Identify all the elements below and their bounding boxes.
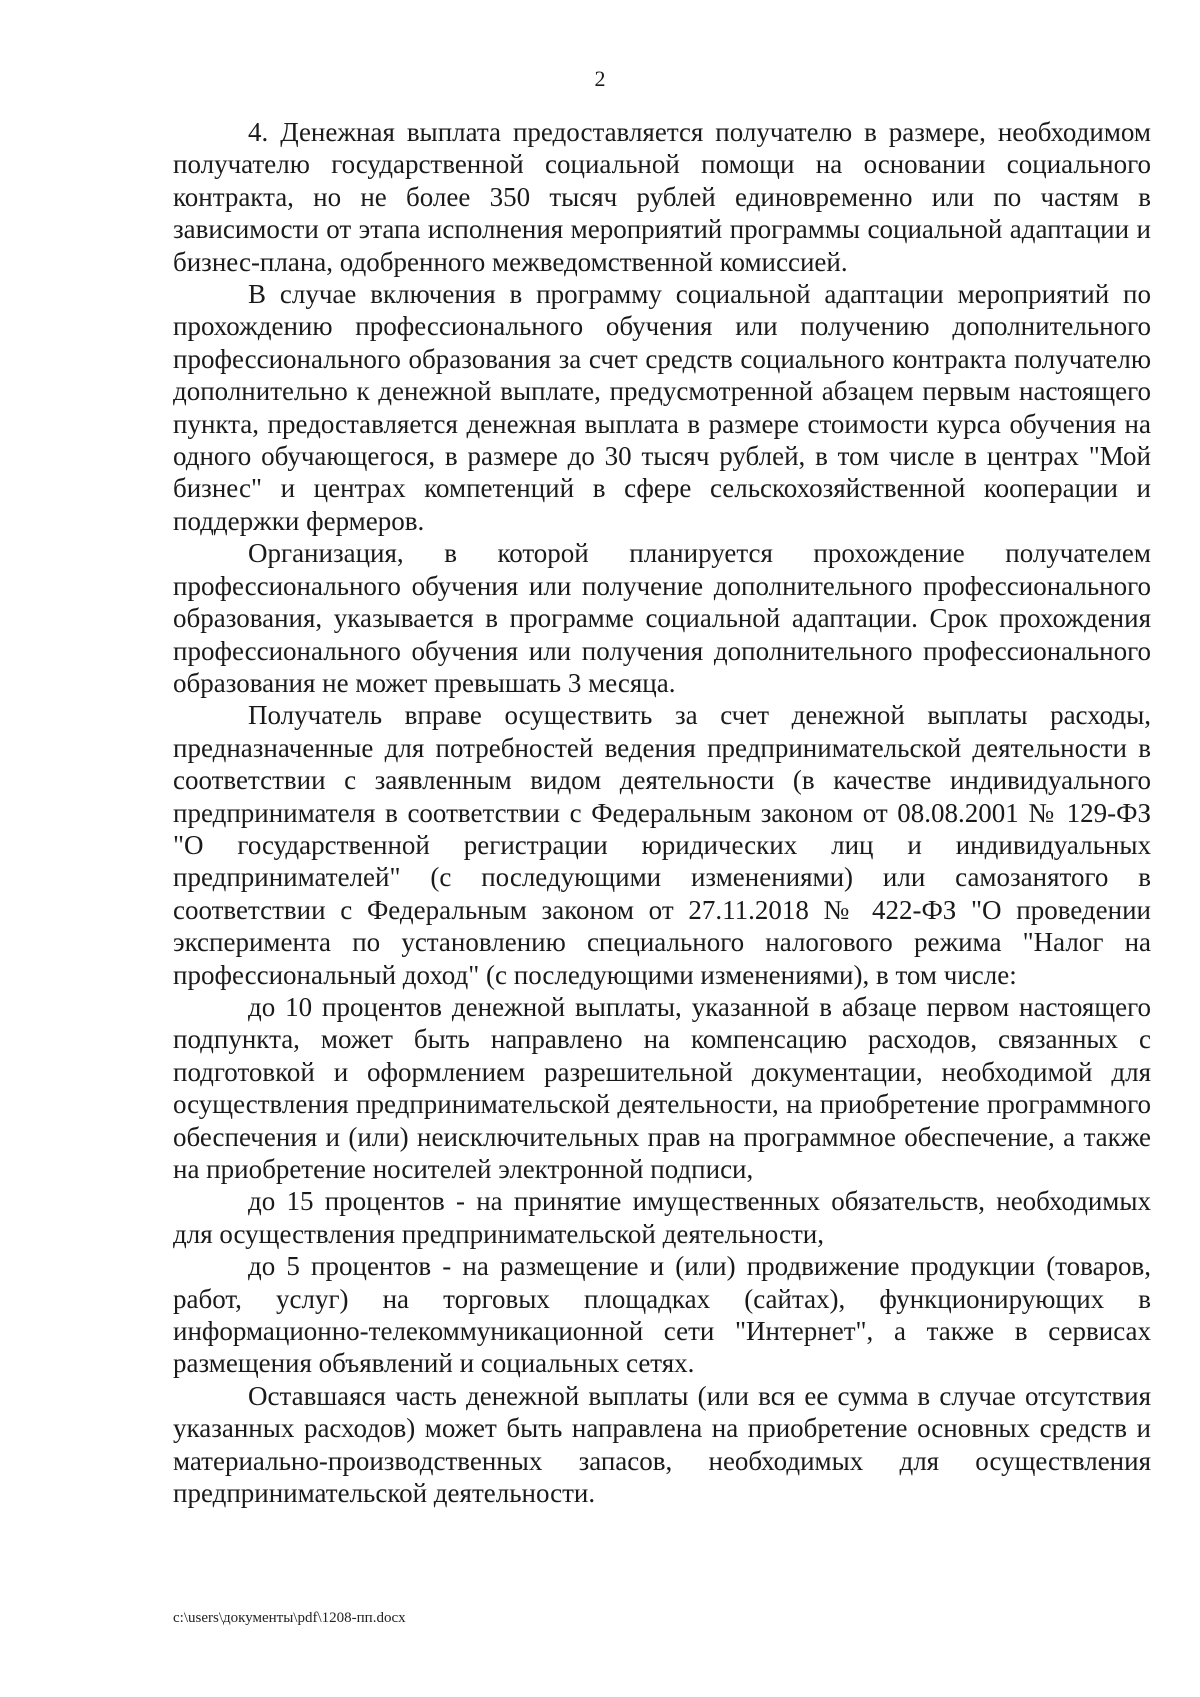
paragraph-training-organization: Организация, в которой планируется прохождение получателем профессионального обучения или получение дополнительного профессионального образования, указывается в программе социальной адаптации. Срок прохождения профессионального обучения или получения дополнительного профессионального образования не может превышать 3 месяца.	[173, 538, 1151, 698]
document-body	[173, 116, 1151, 1509]
footer-file-path: c:\users\документы\pdf\1208-пп.docx	[173, 1610, 406, 1626]
paragraph-expense-15-percent: до 15 процентов - на принятие имущественных обязательств, необходимых для осуществления предпринимательской деятельности,	[173, 1186, 1151, 1249]
paragraph-remaining-payment: Оставшаяся часть денежной выплаты (или вся ее сумма в случае отсутствия указанных расходов) может быть направлена на приобретение основных средств и материально-производственных запасов, необходимых для осуществления предпринимательской деятельности.	[173, 1380, 1151, 1509]
paragraph-cash-payment-amount: 4. Денежная выплата предоставляется получателю в размере, необходимом получателю государственной социальной помощи на основании социального контракта, но не более 350 тысяч рублей единовременно или по частям в зависимости от этапа исполнения мероприятий программы социальной адаптации и бизнес-плана, одобренного межведомственной комиссией.	[173, 117, 1151, 277]
paragraph-expense-5-percent: до 5 процентов - на размещение и (или) продвижение продукции (товаров, работ, услуг) на торговых площадках (сайтах), функционирующих в информационно-телекоммуникационной сети "Интернет", а также в сервисах размещения объявлений и социальных сетях.	[173, 1251, 1151, 1379]
paragraph-expense-10-percent: до 10 процентов денежной выплаты, указанной в абзаце первом настоящего подпункта, может быть направлено на компенсацию расходов, связанных с подготовкой и оформлением разрешительной документации, необходимой для осуществления предпринимательской деятельности, на приобретение программного обеспечения и (или) неисключительных прав на программное обеспечение, а также на приобретение носителей электронной подписи,	[173, 991, 1151, 1184]
paragraph-training-payment: В случае включения в программу социальной адаптации мероприятий по прохождению профессионального обучения или получению дополнительного профессионального образования за счет средств социального контракта получателю дополнительно к денежной выплате, предусмотренной абзацем первым настоящего пункта, предоставляется денежная выплата в размере стоимости курса обучения на одного обучающегося, в размере до 30 тысяч рублей, в том числе в центрах "Мой бизнес" и центрах компетенций в сфере сельскохозяйственной кооперации и поддержки фермеров.	[173, 279, 1151, 536]
paragraph-allowed-expenses: Получатель вправе осуществить за счет денежной выплаты расходы, предназначенные для потребностей ведения предпринимательской деятельности в соответствии с заявленным видом деятельности (в качестве индивидуального предпринимателя в соответствии с Федеральным законом от 08.08.2001 № 129-ФЗ "О государственной регистрации юридических лиц и индивидуальных предпринимателей" (с последующими изменениями) или самозанятого в соответствии с Федеральным законом от 27.11.2018 № 422-ФЗ "О проведении эксперимента по установлению специального налогового режима "Налог на профессиональный доход" (с последующими изменениями), в том числе:	[173, 700, 1151, 990]
page-number: 2	[594, 66, 606, 91]
